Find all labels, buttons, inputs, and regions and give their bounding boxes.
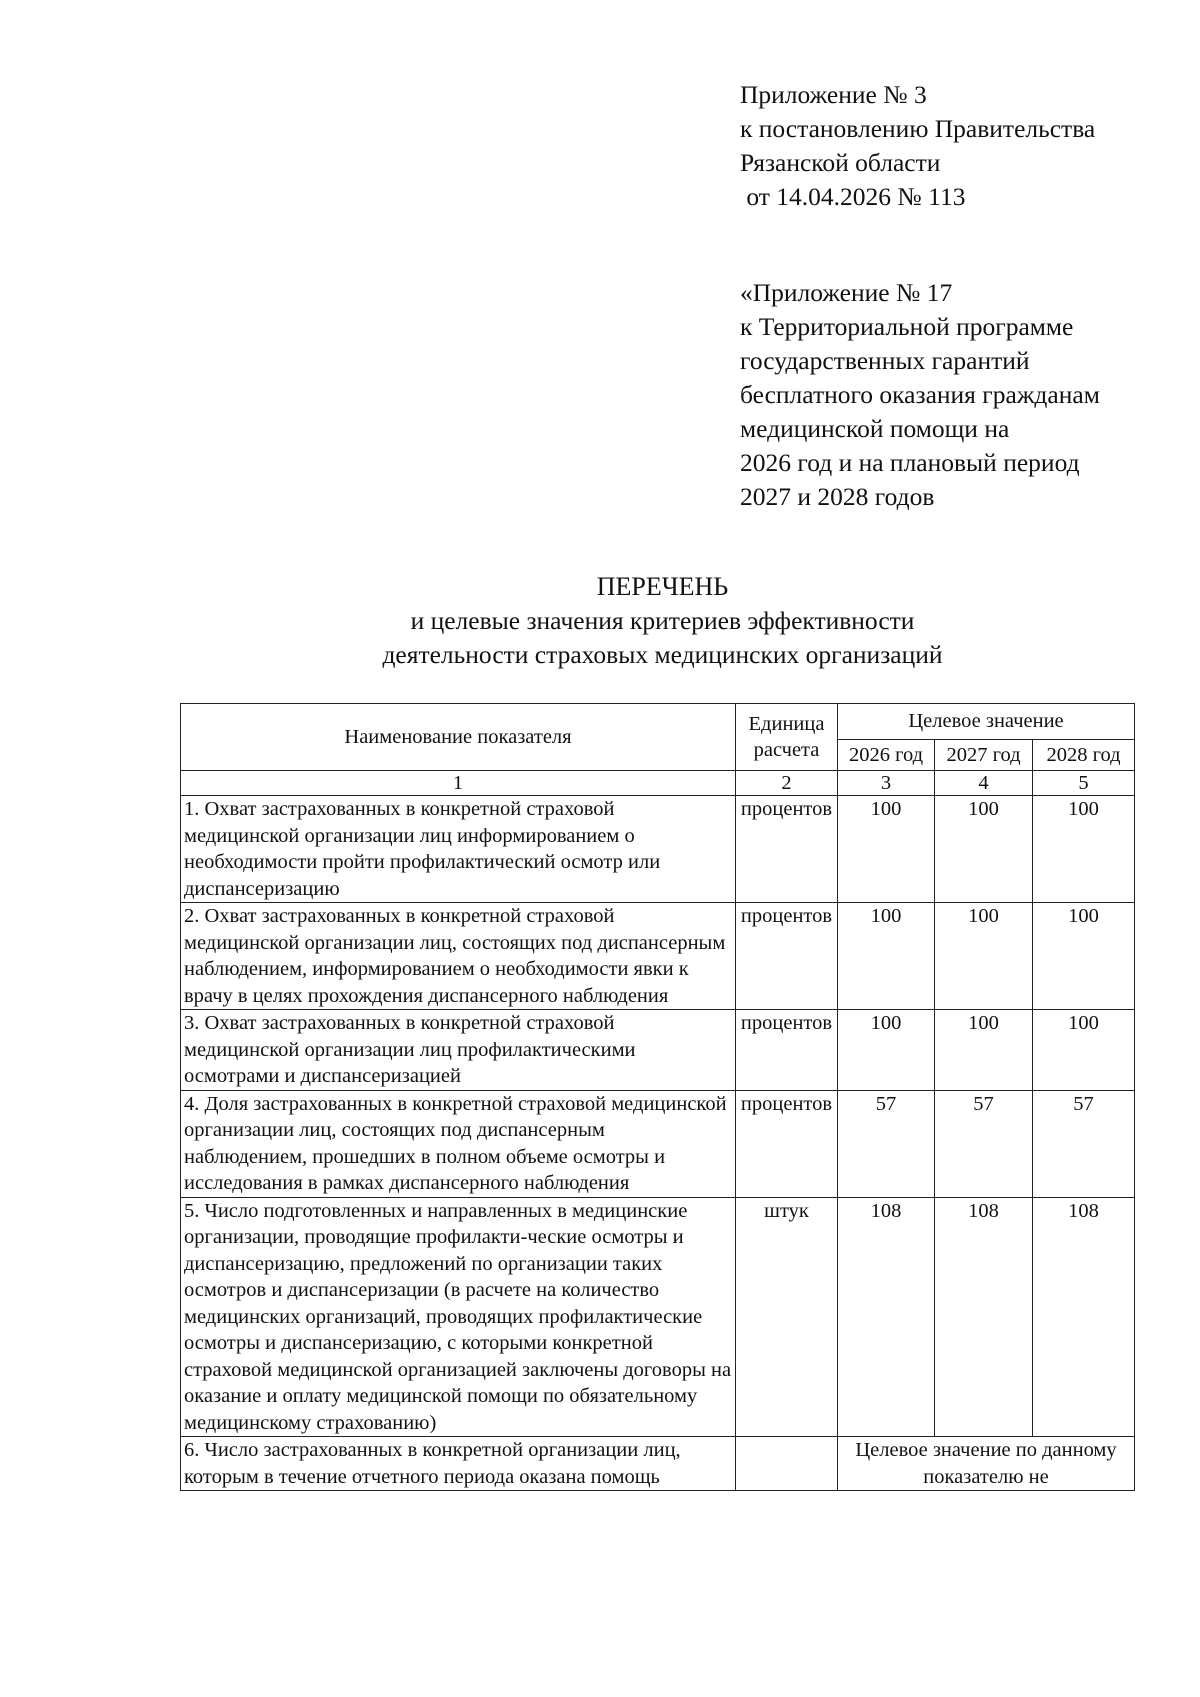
column-number: 1 (181, 771, 736, 796)
value-2026: 57 (838, 1090, 935, 1197)
title-line: и целевые значения критериев эффективности (410, 606, 915, 635)
target-note: Целевое значение по данному показателю не (838, 1437, 1135, 1491)
sub-attachment-line: к Территориальной программе (740, 312, 1074, 341)
header-indicator-name: Наименование показателя (181, 704, 736, 771)
sub-attachment-line: бесплатного оказания гражданам (740, 380, 1100, 409)
sub-attachment-line: государственных гарантий (740, 346, 1030, 375)
sub-attachment-line: 2026 год и на плановый период (740, 448, 1080, 477)
table-row (181, 903, 1135, 1010)
value-2028: 100 (1033, 796, 1135, 903)
value-2028: 100 (1033, 903, 1135, 1010)
header-year: 2026 год (838, 739, 935, 770)
value-2026: 100 (838, 903, 935, 1010)
header-unit-line: расчета (753, 739, 820, 761)
attachment-line: Рязанской области (740, 148, 941, 177)
header-year: 2028 год (1033, 739, 1135, 770)
column-numbers-row (181, 771, 1135, 796)
criteria-table (180, 703, 1135, 1491)
indicator-unit: штук (736, 1197, 838, 1437)
attachment-line: к постановлению Правительства (740, 114, 1096, 143)
value-2027: 108 (935, 1197, 1033, 1437)
indicator-name: 3. Охват застрахованных в конкретной страховой медицинской организации лиц профилактическими осмотрами и диспансеризацией (181, 1010, 736, 1091)
header-year: 2027 год (935, 739, 1033, 770)
indicator-name: 6. Число застрахованных в конкретной организации лиц, которым в течение отчетного периода оказана помощь (181, 1437, 736, 1491)
header-unit (736, 704, 838, 771)
table-header-row (181, 704, 1135, 740)
value-2027: 100 (935, 903, 1033, 1010)
value-2026: 100 (838, 796, 935, 903)
indicator-name: 1. Охват застрахованных в конкретной страховой медицинской организации лиц информированием о необходимости пройти профилактический осмотр или диспансеризацию (181, 796, 736, 903)
document-title (0, 570, 1200, 672)
table-row (181, 796, 1135, 903)
indicator-name: 4. Доля застрахованных в конкретной страховой медицинской организации лиц, состоящих под диспансерным наблюдением, прошедших в полном объеме осмотры и исследования в рамках диспансерного наблюдения (181, 1090, 736, 1197)
column-number: 4 (935, 771, 1033, 796)
header-unit-line: Единица (748, 712, 825, 735)
column-number: 3 (838, 771, 935, 796)
indicator-unit: процентов (736, 796, 838, 903)
table-row (181, 1010, 1135, 1091)
value-2026: 100 (838, 1010, 935, 1091)
indicator-unit: процентов (736, 903, 838, 1010)
value-2027: 100 (935, 1010, 1033, 1091)
value-2027: 57 (935, 1090, 1033, 1197)
column-number: 2 (736, 771, 838, 796)
attachment-line: Приложение № 3 (740, 80, 927, 109)
value-2028: 108 (1033, 1197, 1135, 1437)
indicator-name: 5. Число подготовленных и направленных в медицинские организации, проводящие профилакти-ческие осмотры и диспансеризацию, предложений по организации таких осмотров и диспансеризации (в расчете на количество медицинских организаций, проводящих профилактические осмотры и диспансеризацию, с которыми конкретной страховой медицинской организацией заключены договоры на оказание и оплату медицинской помощи по обязательному медицинскому страхованию) (181, 1197, 736, 1437)
indicator-unit: процентов (736, 1090, 838, 1197)
sub-attachment-header (740, 276, 1100, 514)
table-row (181, 1197, 1135, 1437)
indicator-unit (736, 1437, 838, 1491)
indicator-name: 2. Охват застрахованных в конкретной страховой медицинской организации лиц, состоящих под диспансерным наблюдением, информированием о необходимости явки к врачу в целях прохождения диспансерного наблюдения (181, 903, 736, 1010)
sub-attachment-line: «Приложение № 17 (740, 278, 953, 307)
value-2027: 100 (935, 796, 1033, 903)
title-main: ПЕРЕЧЕНЬ (596, 572, 729, 601)
attachment-line: от 14.04.2026 № 113 (740, 182, 966, 211)
title-line: деятельности страховых медицинских организаций (382, 640, 943, 669)
value-2026: 108 (838, 1197, 935, 1437)
sub-attachment-line: медицинской помощи на (740, 414, 1010, 443)
column-number: 5 (1033, 771, 1135, 796)
table-row (181, 1090, 1135, 1197)
sub-attachment-line: 2027 и 2028 годов (740, 482, 935, 511)
header-target-value: Целевое значение (838, 704, 1135, 740)
value-2028: 100 (1033, 1010, 1135, 1091)
indicator-unit: процентов (736, 1010, 838, 1091)
attachment-header (740, 78, 1095, 214)
value-2028: 57 (1033, 1090, 1135, 1197)
table-row (181, 1437, 1135, 1491)
